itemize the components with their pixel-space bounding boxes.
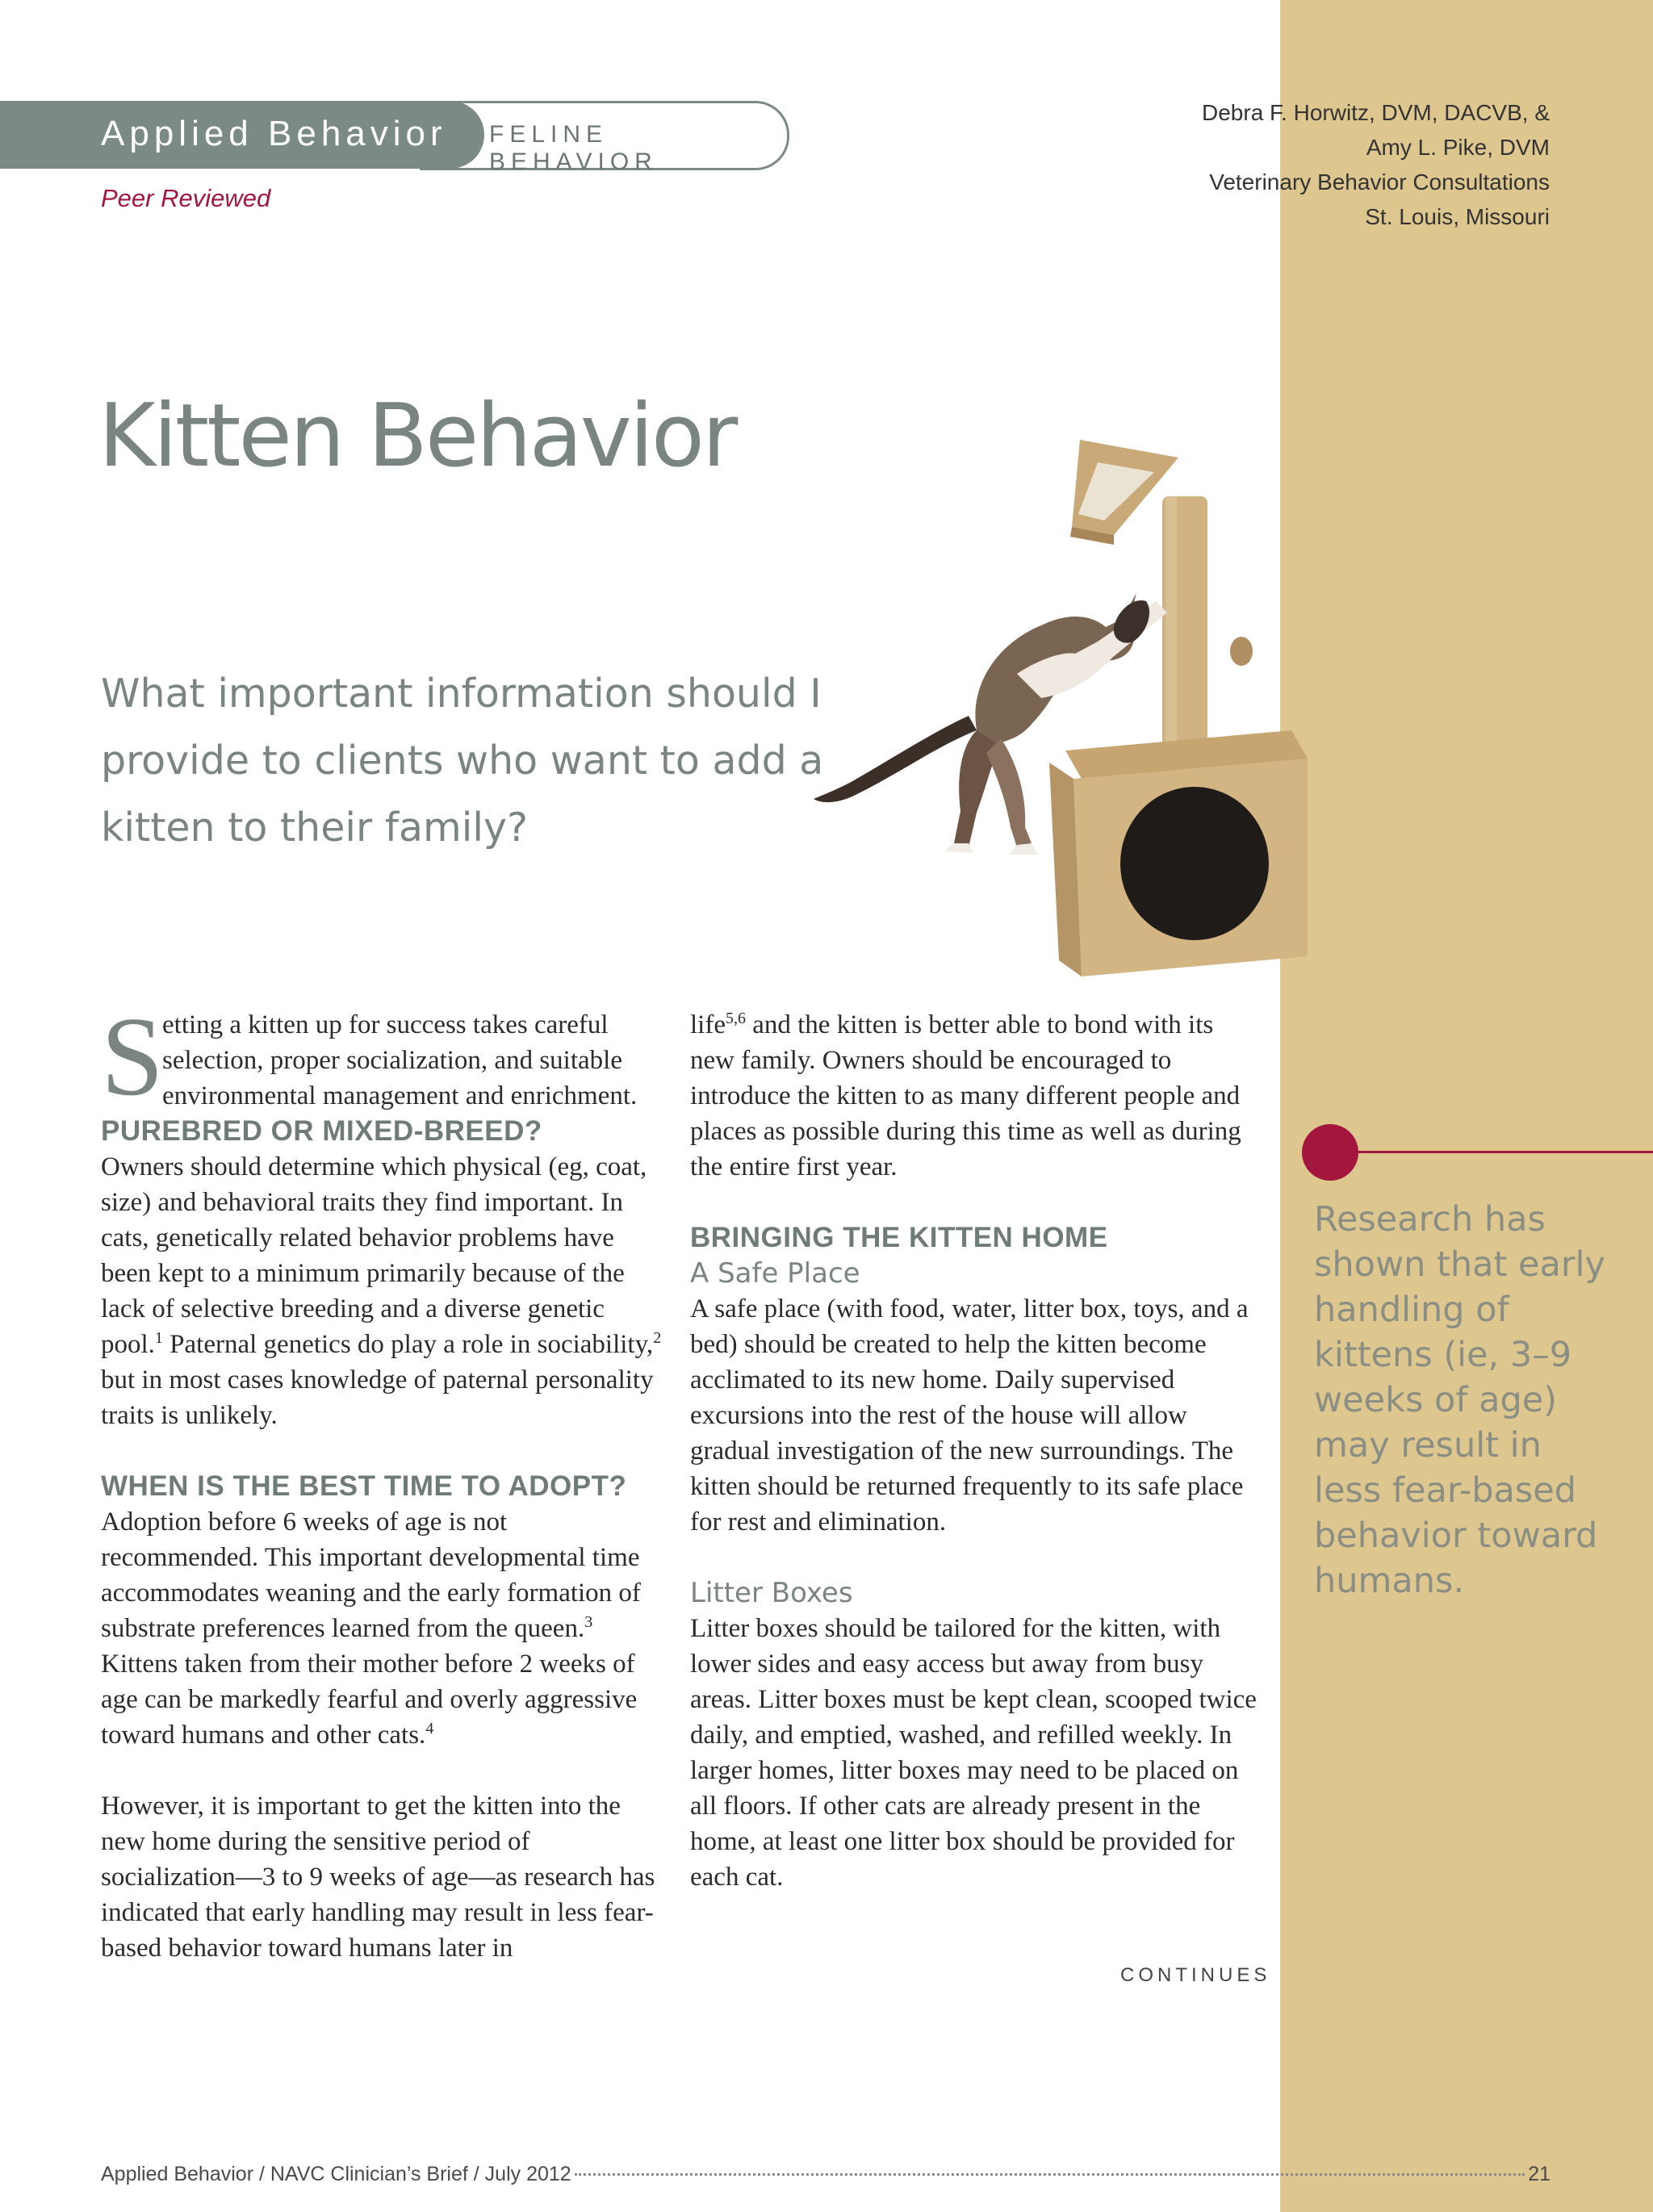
post-highlight — [1165, 496, 1177, 763]
paragraph-adopt — [101, 1504, 670, 1753]
purebred-text-a: Owners should determine which physical (eg, coat, size) and behavioral traits they find important. In cats, genetically related behavior problems have been kept to a minimum primarily because of the lack of selective breeding and a diverse genetic pool. — [101, 1152, 647, 1359]
cat-paw — [944, 843, 973, 853]
heading-bringing-home: BRINGING THE KITTEN HOME — [690, 1222, 1108, 1253]
paragraph-safe-place: A safe place (with food, water, litter box, toys, and a bed) should be created to help the kitten become acclimated to its new home. Daily supervised excursions into the rest of the house will allow gradual investigation of the new surroundings. The kitten should be returned frequently to its safe place for rest and elimination. — [690, 1294, 1249, 1537]
life-text-b: and the kitten is better able to bond with its new family. Owners should be encouraged to introduce the kitten to as many different people and places as possible during this time as well as during the entire first year. — [690, 1010, 1241, 1181]
subsection-label: FELINE BEHAVIOR — [489, 121, 658, 175]
purebred-text-b: Paternal genetics do play a role in sociability, — [162, 1330, 654, 1359]
page-number: 21 — [1528, 2163, 1550, 2185]
subheading-litter-boxes: Litter Boxes — [690, 1577, 853, 1609]
author-block — [1202, 95, 1550, 234]
pull-quote: Research has shown that early handling of kittens (ie, 3–9 weeks of age) may result in less fear-based behavior toward humans. — [1314, 1199, 1605, 1601]
section-label: Applied Behavior — [101, 114, 447, 153]
heading-purebred: PUREBRED OR MIXED-BREED? — [101, 1115, 542, 1147]
author-affiliation: Veterinary Behavior Consultations — [1209, 169, 1550, 194]
author-location: St. Louis, Missouri — [1365, 204, 1550, 229]
kitten-cat-tree-illustration — [775, 440, 1421, 989]
citation-1: 1 — [154, 1329, 163, 1347]
intro-paragraph — [101, 994, 670, 1119]
citation-2: 2 — [653, 1329, 662, 1347]
text-column-right — [690, 1007, 1259, 1895]
section-header-tab — [0, 101, 791, 175]
life-text-a: life — [690, 1010, 726, 1039]
paragraph-litter-boxes: Litter boxes should be tailored for the kitten, with lower sides and easy access but away from busy areas. Litter boxes must be kept clean, scooped twice daily, and emptied, washed, and refilled weekly. In larger homes, litter boxes may need to be placed on all floors. If other cats are already present in the home, at least one litter box should be provided for each cat. — [690, 1614, 1257, 1892]
adopt-text-b: Kittens taken from their mother before 2 weeks of age can be markedly fearful and overly aggressive toward humans and other cats. — [101, 1650, 638, 1750]
continues-label: CONTINUES — [1120, 1964, 1271, 1986]
cat-tree-knob — [1230, 637, 1253, 666]
cat-paw-2 — [1009, 843, 1038, 855]
subheading-safe-place: A Safe Place — [690, 1257, 860, 1290]
paragraph-purebred — [101, 1149, 670, 1433]
intro-text: etting a kitten up for success takes careful selection, proper socialization, and suitable environmental management and enrichment. — [162, 1010, 638, 1110]
paragraph-however: However, it is important to get the kitten into the new home during the sensitive period of socialization—3 to 9 weeks of age—as research has indicated that early handling may result in less fear-based behavior toward humans later in — [101, 1792, 655, 1963]
citation-4: 4 — [425, 1720, 434, 1737]
paragraph-life — [690, 1007, 1259, 1185]
side-color-band — [1280, 0, 1653, 2212]
article-question: What important information should I provide to clients who want to add a kitten to their family? — [101, 671, 824, 851]
citation-5-6: 5,6 — [725, 1010, 746, 1027]
citation-3: 3 — [584, 1613, 593, 1631]
footer-citation: Applied Behavior / NAVC Clinician’s Brief / July 2012 — [101, 2163, 571, 2185]
pull-quote-dot — [1302, 1124, 1358, 1181]
section-label-block — [0, 101, 484, 169]
text-column-left — [101, 994, 670, 1966]
adopt-text-a: Adoption before 6 weeks of age is not recommended. This important developmental time accommodates weaning and the early formation of substrate preferences learned from the queen. — [101, 1507, 641, 1643]
purebred-text-c: but in most cases knowledge of paternal personality traits is unlikely. — [101, 1365, 654, 1430]
pull-quote-rule — [1324, 1151, 1653, 1153]
footer-leader-dots — [575, 2173, 1525, 2176]
author-line: Debra F. Horwitz, DVM, DACVB, & — [1202, 100, 1550, 125]
heading-adopt: WHEN IS THE BEST TIME TO ADOPT? — [101, 1470, 627, 1502]
cat-hind-leg-2 — [986, 738, 1032, 847]
cat-tail — [814, 716, 977, 802]
drop-cap: S — [101, 994, 164, 1119]
condo-opening — [1120, 787, 1269, 940]
author-line: Amy L. Pike, DVM — [1366, 135, 1550, 160]
peer-reviewed-label: Peer Reviewed — [101, 184, 271, 212]
article-title: Kitten Behavior — [98, 386, 736, 487]
cat-head — [1114, 600, 1149, 643]
page-footer — [101, 2163, 1550, 2186]
